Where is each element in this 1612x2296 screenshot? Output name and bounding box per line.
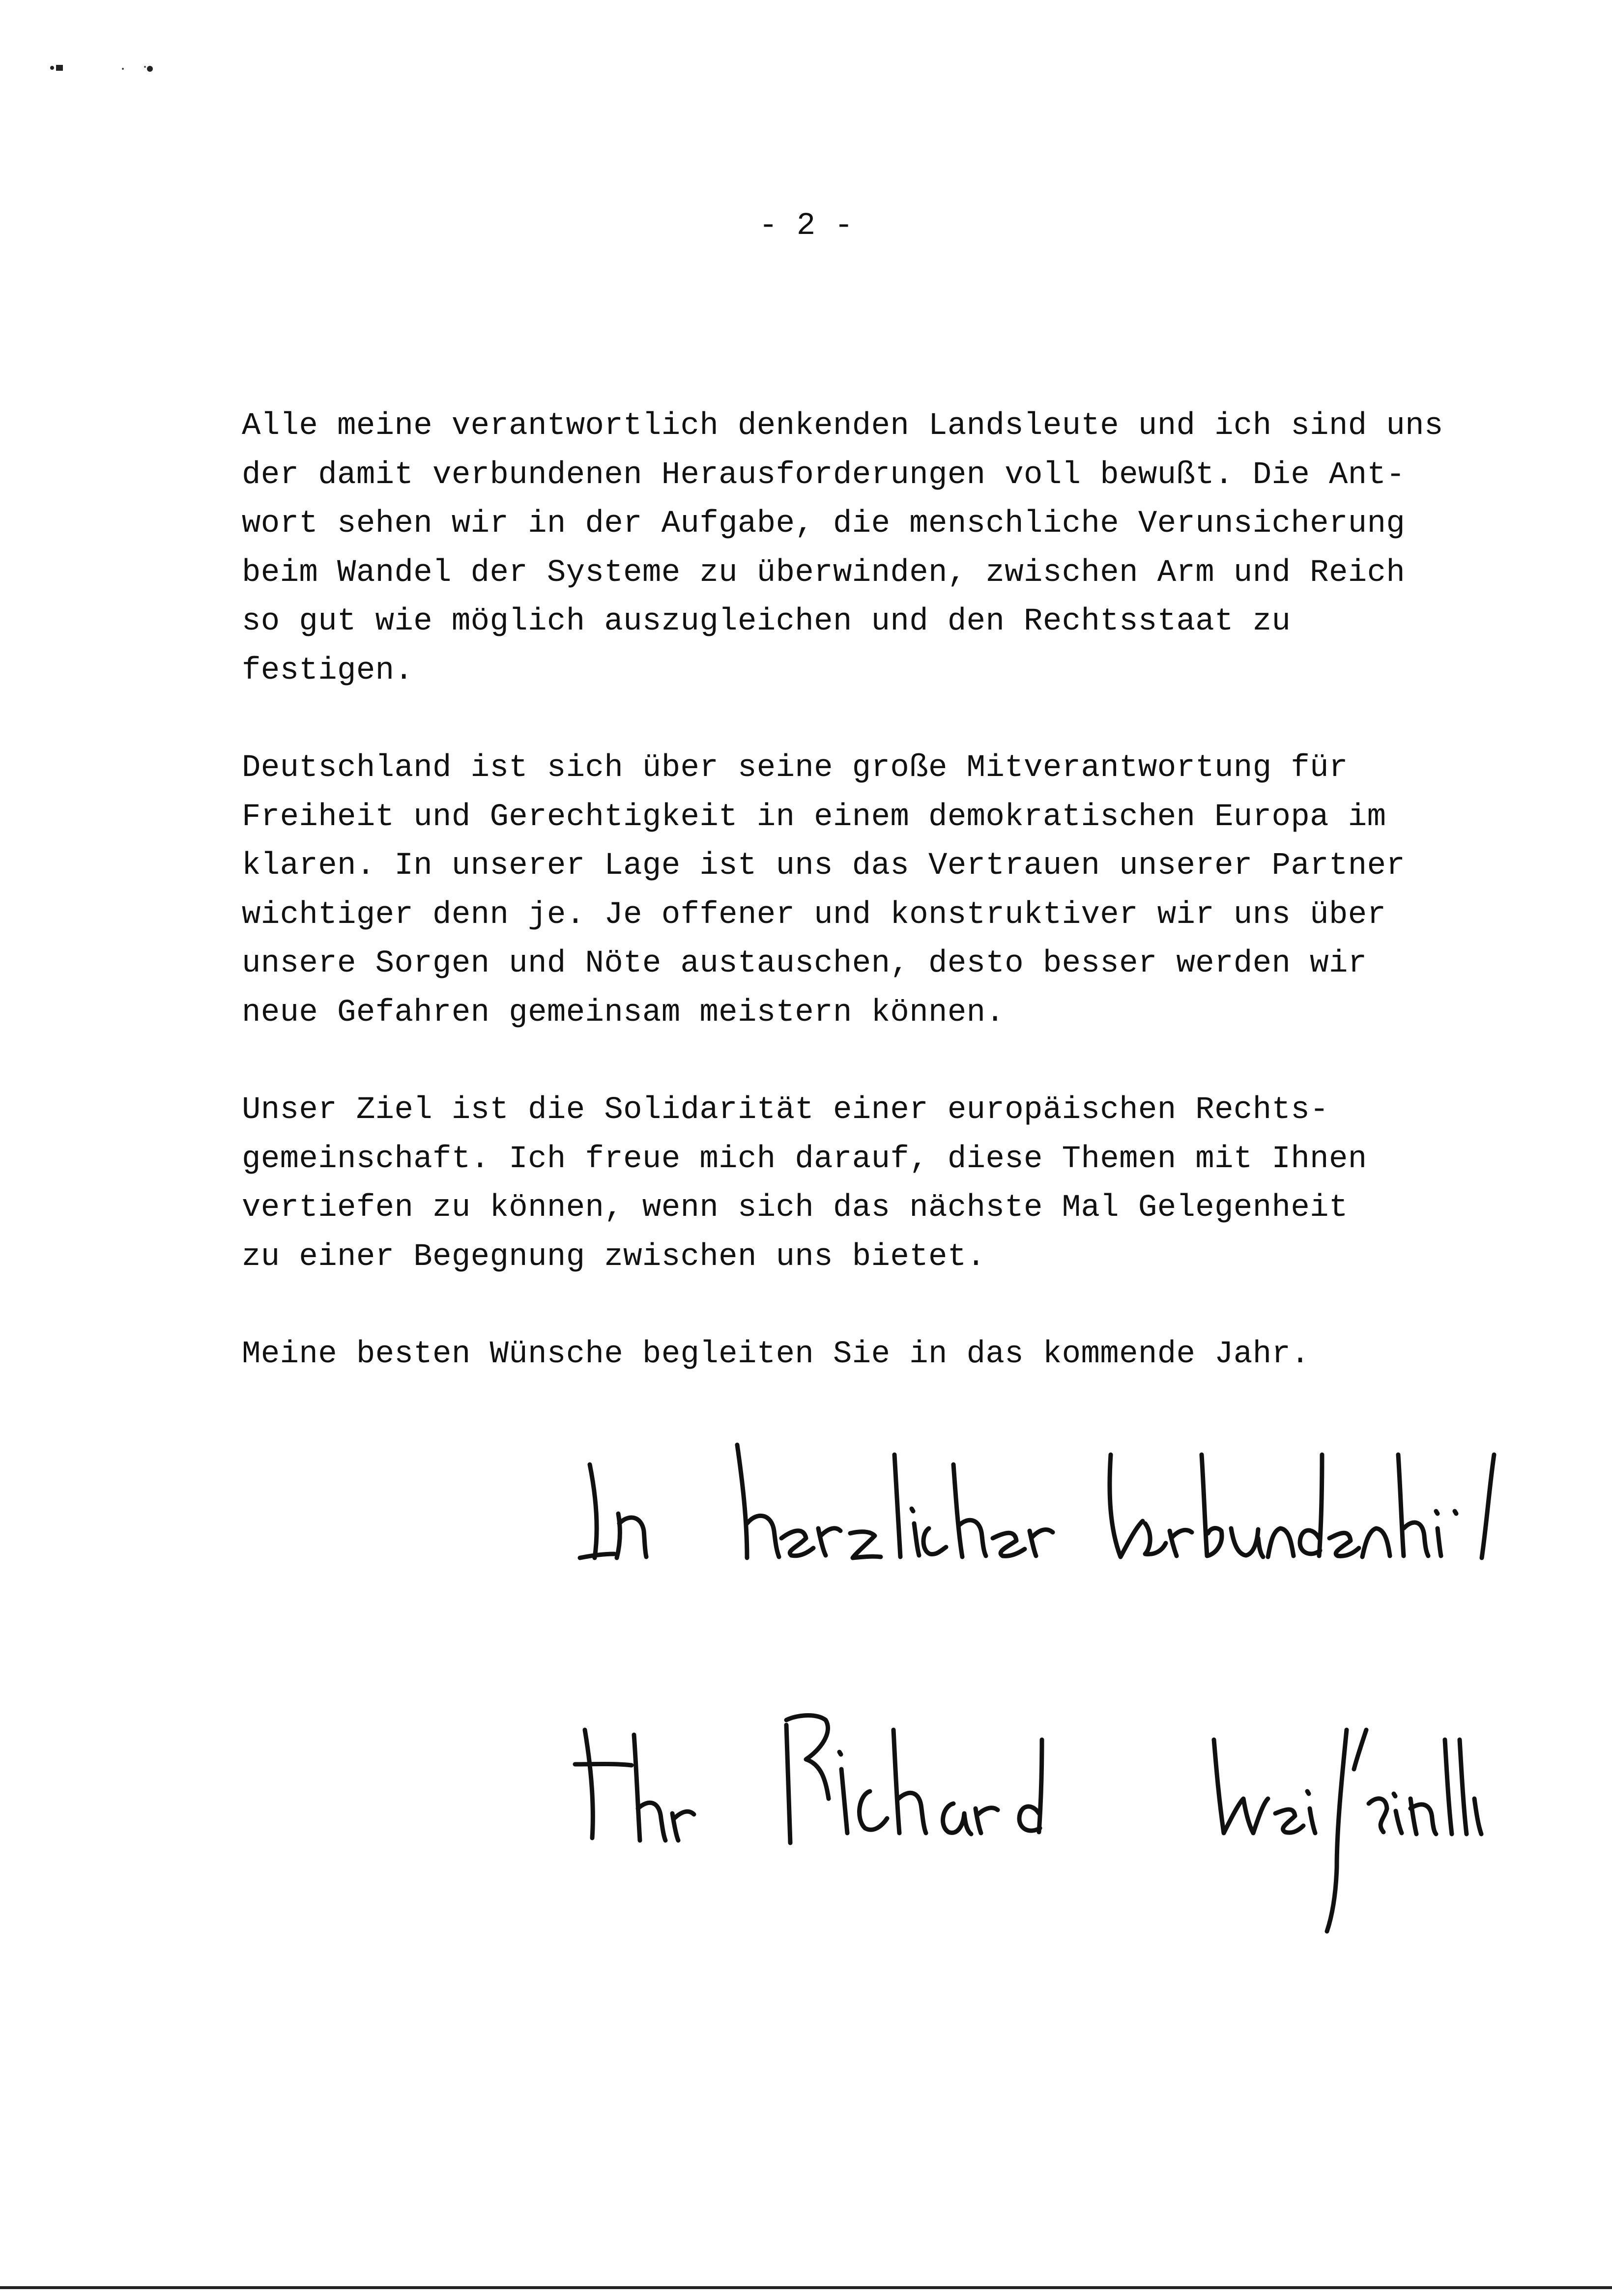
text-line: wichtiger denn je. Je offener und konstruktiver wir uns über [242,897,1386,933]
text-line: Deutschland ist sich über seine große Mitverantwortung für [242,750,1348,786]
text-line: zu einer Begegnung zwischen uns bietet. [242,1239,986,1275]
scan-bottom-edge [0,2286,1612,2289]
page-number: - 2 - [758,208,854,244]
text-line: vertiefen zu können, wenn sich das nächste Mal Gelegenheit [242,1190,1348,1226]
paragraph-2 [242,744,1529,1037]
text-line: der damit verbundenen Herausforderungen voll bewußt. Die Ant- [242,457,1406,493]
paragraph-3 [242,1086,1529,1282]
paragraph-1 [242,402,1529,695]
handwritten-name [575,1716,1481,1931]
text-line: Meine besten Wünsche begleiten Sie in das kommende Jahr. [242,1337,1310,1372]
text-line: klaren. In unserer Lage ist uns das Vertrauen unserer Partner [242,848,1406,884]
text-line: wort sehen wir in der Aufgabe, die menschliche Verunsicherung [242,506,1406,542]
text-line: festigen. [242,653,414,689]
handwritten-closing [580,1445,1494,1558]
text-line: so gut wie möglich auszugleichen und den Rechtsstaat zu [242,604,1291,639]
letter-body [242,402,1529,1428]
paragraph-4 [242,1330,1529,1379]
text-line: Alle meine verantwortlich denkenden Landsleute und ich sind uns [242,408,1443,444]
text-line: gemeinschaft. Ich freue mich darauf, diese Themen mit Ihnen [242,1141,1367,1177]
text-line: neue Gefahren gemeinsam meistern können. [242,995,1005,1031]
text-line: beim Wandel der Systeme zu überwinden, zwischen Arm und Reich [242,555,1406,591]
handwritten-signature [531,1425,1602,1946]
scan-artifact-marks [49,58,167,78]
text-line: unsere Sorgen und Nöte austauschen, desto besser werden wir [242,946,1367,981]
text-line: Freiheit und Gerechtigkeit in einem demokratischen Europa im [242,799,1386,835]
text-line: Unser Ziel ist die Solidarität einer europäischen Rechts- [242,1092,1329,1128]
